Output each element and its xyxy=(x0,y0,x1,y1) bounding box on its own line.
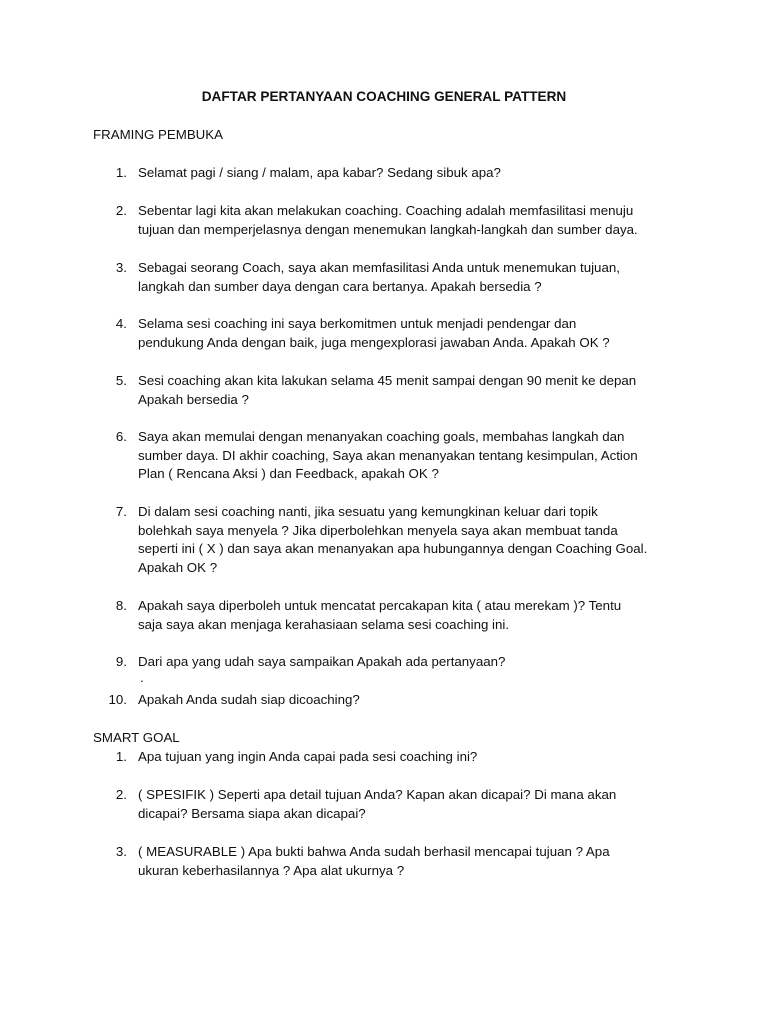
section-heading-framing: FRAMING PEMBUKA xyxy=(93,127,224,142)
item-number: 7. xyxy=(115,504,127,519)
item-line: Apakah saya diperboleh untuk mencatat percakapan kita ( atau merekam )? Tentu xyxy=(138,598,622,613)
item-number: 9. xyxy=(115,654,127,669)
item-line: langkah dan sumber daya dengan cara bertanya. Apakah bersedia ? xyxy=(138,278,542,294)
item-number: 2. xyxy=(115,203,127,218)
item-number: 5. xyxy=(115,373,127,388)
item-text xyxy=(138,786,673,823)
item-line: Saya akan memulai dengan menanyakan coaching goals, membahas langkah dan xyxy=(138,429,625,444)
item-line: ukuran keberhasilannya ? Apa alat ukurnya ? xyxy=(138,862,405,878)
item-line: Sebagai seorang Coach, saya akan memfasilitasi Anda untuk menemukan tujuan, xyxy=(138,260,620,275)
item-number: 2. xyxy=(115,787,127,802)
item-line: Sebentar lagi kita akan melakukan coaching. Coaching adalah memfasilitasi menuju xyxy=(138,203,634,218)
item-number: 1. xyxy=(115,749,127,764)
item-text xyxy=(138,503,673,577)
item-line: Dari apa yang udah saya sampaikan Apakah ada pertanyaan? xyxy=(138,654,506,669)
item-line: sumber daya. DI akhir coaching, Saya akan menanyakan tentang kesimpulan, Action xyxy=(138,447,638,463)
document-title: DAFTAR PERTANYAAN COACHING GENERAL PATTERN xyxy=(201,89,567,104)
item-line: Apakah OK ? xyxy=(138,559,218,575)
item-text xyxy=(138,315,673,352)
item-line: seperti ini ( X ) dan saya akan menanyakan apa hubungannya dengan Coaching Goal. xyxy=(138,541,648,557)
item-number: 10. xyxy=(108,692,127,707)
item-line: bolehkah saya menyela ? Jika diperbolehkan menyela saya akan membuat tanda xyxy=(138,522,618,538)
item-text xyxy=(138,843,673,880)
item-number: 3. xyxy=(115,844,127,859)
item-line: ( SPESIFIK ) Seperti apa detail tujuan Anda? Kapan akan dicapai? Di mana akan xyxy=(138,787,617,802)
item-line: Di dalam sesi coaching nanti, jika sesuatu yang kemungkinan keluar dari topik xyxy=(138,504,598,519)
item-line: Sesi coaching akan kita lakukan selama 45 menit sampai dengan 90 menit ke depan xyxy=(138,373,637,388)
item-text xyxy=(138,202,673,239)
item-text xyxy=(138,748,673,767)
item-text xyxy=(138,164,673,183)
item-text xyxy=(138,653,673,672)
item-number: 1. xyxy=(115,165,127,180)
item-number: 8. xyxy=(115,598,127,613)
item-line: Apa tujuan yang ingin Anda capai pada sesi coaching ini? xyxy=(138,749,478,764)
item-text xyxy=(138,597,673,634)
section-heading-smart-goal: SMART GOAL xyxy=(93,730,180,745)
item-line: Selamat pagi / siang / malam, apa kabar? Sedang sibuk apa? xyxy=(138,165,501,180)
item-text xyxy=(138,372,673,409)
item-line: ( MEASURABLE ) Apa bukti bahwa Anda sudah berhasil mencapai tujuan ? Apa xyxy=(138,844,610,859)
item-line: saja saya akan menjaga kerahasiaan selama sesi coaching ini. xyxy=(138,616,510,632)
item-number: 3. xyxy=(115,260,127,275)
item-number: 4. xyxy=(115,316,127,331)
item-number: 6. xyxy=(115,429,127,444)
item-line: pendukung Anda dengan baik, juga mengexplorasi jawaban Anda. Apakah OK ? xyxy=(138,334,610,350)
stray-period: . xyxy=(140,670,144,685)
item-text xyxy=(138,691,673,710)
item-line: Apakah Anda sudah siap dicoaching? xyxy=(138,692,360,707)
item-text xyxy=(138,259,673,296)
item-line: tujuan dan memperjelasnya dengan menemukan langkah-langkah dan sumber daya. xyxy=(138,221,638,237)
item-text xyxy=(138,428,673,484)
item-line: Apakah bersedia ? xyxy=(138,391,249,407)
item-line: Plan ( Rencana Aksi ) dan Feedback, apakah OK ? xyxy=(138,466,439,482)
item-line: Selama sesi coaching ini saya berkomitmen untuk menjadi pendengar dan xyxy=(138,316,577,331)
item-line: dicapai? Bersama siapa akan dicapai? xyxy=(138,805,366,821)
